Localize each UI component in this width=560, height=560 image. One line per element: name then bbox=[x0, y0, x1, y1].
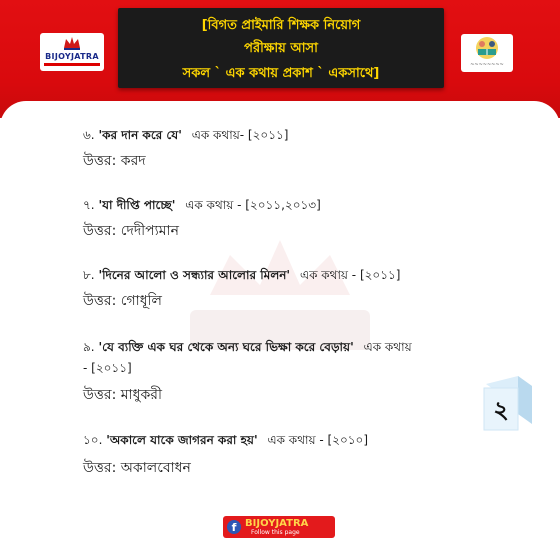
question-10 bbox=[83, 432, 368, 452]
question-number: ১০. bbox=[83, 433, 103, 447]
question-text: 'দিনের আলো ও সন্ধ্যার আলোর মিলন' bbox=[98, 268, 291, 282]
question-6 bbox=[83, 127, 288, 147]
question-9 bbox=[83, 339, 412, 359]
question-text: 'যে ব্যক্তি এক ঘর থেকে অন্য ঘরে ভিক্ষা করে বেড়ায়' bbox=[98, 340, 354, 354]
facebook-icon: f bbox=[227, 520, 241, 534]
question-7 bbox=[83, 197, 321, 217]
question-meta: এক কথায়- [২০১১] bbox=[191, 128, 289, 142]
question-number: ৮. bbox=[83, 268, 95, 282]
question-meta: এক কথায় - [২০১১] bbox=[299, 268, 401, 282]
crown-icon bbox=[62, 36, 82, 50]
question-meta: এক কথায় - [২০১০] bbox=[267, 433, 369, 447]
children-reading-icon bbox=[471, 36, 503, 60]
question-meta: এক কথায় bbox=[363, 340, 412, 354]
question-text: 'কর দান করে যে' bbox=[98, 128, 182, 142]
page-number: ২ bbox=[493, 396, 509, 424]
title-line-1: [বিগত প্রাইমারি শিক্ষক নিয়োগ bbox=[201, 18, 361, 33]
logo-brand-text: BIJOYJATRA bbox=[45, 52, 99, 61]
answer-7: উত্তর: দেদীপ্যমান bbox=[83, 223, 179, 239]
watermark-logo bbox=[150, 235, 410, 385]
page-number-cube bbox=[478, 370, 538, 434]
school-logo bbox=[461, 34, 513, 72]
answer-9: উত্তর: মাধুকরী bbox=[83, 387, 162, 403]
facebook-page-badge[interactable] bbox=[223, 516, 335, 538]
footer-page-name: BIJOYJATRA bbox=[245, 518, 309, 529]
question-text: 'অকালে যাকে জাগরন করা হয়' bbox=[106, 433, 258, 447]
footer-follow-text: Follow this page bbox=[251, 529, 300, 536]
question-number: ৭. bbox=[83, 198, 95, 212]
question-meta: এক কথায় - [২০১১,২০১৩] bbox=[185, 198, 321, 212]
question-number: ৯. bbox=[83, 340, 95, 354]
answer-10: উত্তর: অকালবোধন bbox=[83, 460, 191, 476]
logo-underline bbox=[44, 63, 100, 66]
question-9-year: - [২০১১] bbox=[83, 361, 132, 375]
title-line-3: সকল ` এক কথায় প্রকাশ ` একসাথে] bbox=[182, 66, 380, 81]
question-number: ৬. bbox=[83, 128, 95, 142]
answer-8: উত্তর: গোধূলি bbox=[83, 293, 162, 309]
school-logo-caption: ~~~~~~~~ bbox=[470, 62, 504, 68]
question-8 bbox=[83, 267, 401, 287]
answer-6: উত্তর: করদ bbox=[83, 153, 146, 169]
question-text: 'যা দীপ্তি পাচ্ছে' bbox=[98, 198, 176, 212]
bijoyjatra-logo bbox=[40, 33, 104, 71]
title-box bbox=[118, 8, 444, 88]
title-line-2: পরীক্ষায় আসা bbox=[244, 41, 318, 56]
